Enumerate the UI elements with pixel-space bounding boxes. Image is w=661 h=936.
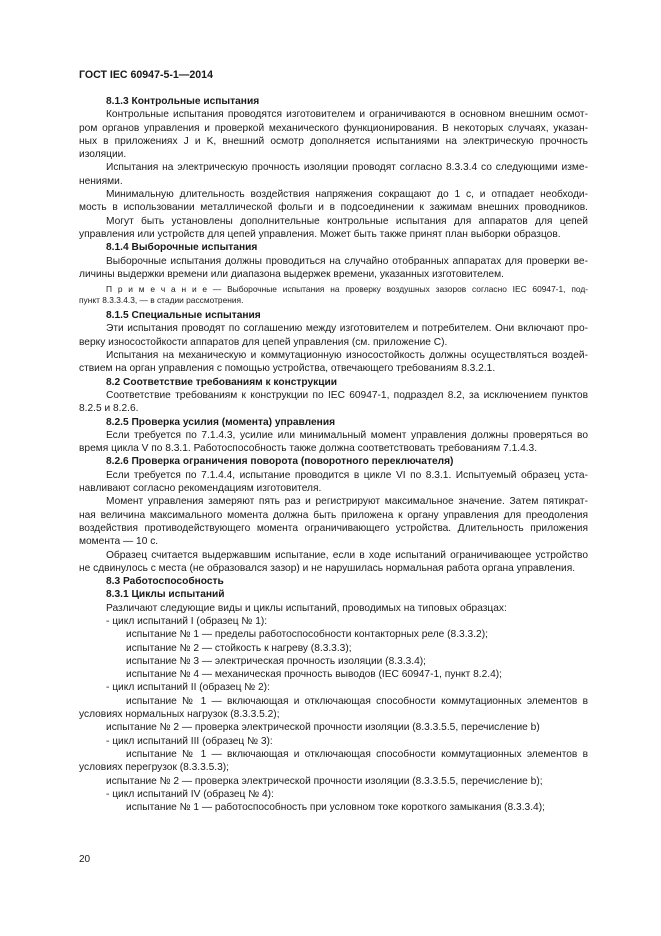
section-heading: 8.1.3 Контрольные испытания <box>106 96 260 107</box>
section-heading: 8.2.5 Проверка усилия (момента) управления <box>106 416 336 428</box>
text-line: изоляции. <box>79 149 127 161</box>
text-line: управления или устройств для цепей управления. Может быть также принят план выборки образцов. <box>79 228 561 240</box>
text-line: Испытания на электрическую прочность изоляции проводят согласно 8.3.3.4 со следующими изме- <box>106 162 588 174</box>
text-line: Если требуется по 7.1.4.3, усилие или минимальный момент управления должны проверяться во <box>106 429 588 441</box>
text-line: испытание № 2 — проверка электрической прочности изоляции (8.3.3.5.5, перечисление b) <box>106 722 540 734</box>
document-body <box>79 95 588 814</box>
section-heading: 8.2 Соответствие требованиям к конструкции <box>106 376 338 388</box>
text-line: мость в использовании металлической фольги и в подсоединении к зажимам внешних проводников. <box>79 202 588 214</box>
text-line: испытание № 1 — пределы работоспособности контакторных реле (8.3.3.2); <box>126 629 488 641</box>
text-line: Различают следующие виды и циклы испытаний, проводимых на типовых образцах: <box>106 602 507 614</box>
section-heading: 8.1.5 Специальные испытания <box>106 310 261 322</box>
text-line: условиях перегрузок (8.3.3.5.3); <box>79 762 229 774</box>
text-line: ная величина максимального момента должна быть приложена к органу управления для преодоления <box>79 509 588 521</box>
text-line: условиях нормальных нагрузок (8.3.3.5.2); <box>79 709 280 721</box>
text-line: испытание № 2 — стойкость к нагреву (8.3.3.3); <box>126 642 352 654</box>
text-line: нениями. <box>79 175 123 187</box>
text-line: Могут быть установлены дополнительные контрольные испытания для аппаратов для цепей <box>106 215 588 227</box>
text-line: испытание № 1 — работоспособность при условном токе короткого замыкания (8.3.3.4); <box>126 802 545 814</box>
text-line: испытание № 4 — механическая прочность выводов (IEC 60947-1, пункт 8.2.4); <box>126 669 502 681</box>
text-line: ных в приложениях J и K, внешний осмотр дополняется испытаниями на электрическую прочность <box>79 135 588 147</box>
text-line: - цикл испытаний II (образец № 2): <box>106 682 270 694</box>
text-line: не сдвинулось с места (не образовался зазор) и не нарушилась нормальная работа органа управления. <box>79 562 576 574</box>
page-number: 20 <box>79 854 91 865</box>
text-line: Контрольные испытания проводятся изготовителем и ограничиваются в основном внешним осмот- <box>106 109 588 121</box>
text-line: - цикл испытаний III (образец № 3): <box>106 735 273 747</box>
text-line: ром органов управления и проверкой механического функционирования. В некоторых случаях, указан- <box>79 122 588 134</box>
text-line: Соответствие требованиям к конструкции по IEC 60947-1, подраздел 8.2, за исключением пунктов <box>106 389 588 401</box>
text-line: Минимальную длительность воздействия напряжения сокращают до 1 с, и отпадает необходи- <box>106 189 588 201</box>
text-line: навливают согласно рекомендациям изготовителя. <box>79 483 322 495</box>
text-line: - цикл испытаний I (образец № 1): <box>106 615 268 627</box>
text-line: личины выдержки времени или диапазона выдержек времени, указанных изготовителем. <box>79 268 504 280</box>
text-line: время цикла V по 8.3.1. Работоспособность также должна соответствовать требованиям 7.1.4.3. <box>79 443 538 455</box>
note-line: П р и м е ч а н и е — Выборочные испытания на проверку воздушных зазоров согласно IEC 60947-1, под- <box>106 284 588 295</box>
section-heading: 8.3.1 Циклы испытаний <box>106 589 225 601</box>
text-line: испытание № 2 — проверка электрической прочности изоляции (8.3.3.5.5, перечисление b); <box>106 775 543 787</box>
text-line: воздействия противодействующего момента ограничивающего устройства. Длительность приложения <box>79 522 588 534</box>
text-line: - цикл испытаний IV (образец № 4): <box>106 788 274 800</box>
text-line: Момент управления замеряют пять раз и регистрируют максимальное значение. Затем пятикрат- <box>106 496 588 508</box>
text-line: верку износостойкости аппаратов для цепей управления (см. приложение С). <box>79 336 448 348</box>
text-line: Если требуется по 7.1.4.4, испытание проводится в цикле VI по 8.3.1. Испытуемый образец уста- <box>106 469 588 481</box>
section-heading: 8.1.4 Выборочные испытания <box>106 242 258 254</box>
text-line: ствием на орган управления с помощью устройства, отвечающего требованиям 8.3.2.1. <box>79 363 496 375</box>
text-line: испытание № 1 — включающая и отключающая способности коммутационных элементов в <box>126 695 588 707</box>
text-line: Испытания на механическую и коммутационную износостойкость должны осуществляться воздей- <box>106 350 588 362</box>
text-line: Выборочные испытания должны проводиться на случайно отобранных аппаратах для проверки ве- <box>106 255 588 267</box>
section-heading: 8.2.6 Проверка ограничения поворота (поворотного переключателя) <box>106 456 454 468</box>
text-line: Эти испытания проводят по соглашению между изготовителем и потребителем. Они включают про- <box>106 323 588 335</box>
document-header: ГОСТ IEC 60947-5-1—2014 <box>79 69 213 81</box>
text-line: 8.2.5 и 8.2.6. <box>79 403 139 415</box>
text-line: испытание № 3 — электрическая прочность изоляции (8.3.3.4); <box>126 655 426 667</box>
text-line: момента — 10 с. <box>79 536 159 548</box>
note-line: пункт 8.3.3.4.3, — в стадии рассмотрения. <box>79 295 244 306</box>
section-heading: 8.3 Работоспособность <box>106 576 224 588</box>
text-line: Образец считается выдержавшим испытание, если в ходе испытаний ограничивающее устройство <box>106 549 588 561</box>
text-line: испытание № 1 — включающая и отключающая способности коммутационных элементов в <box>126 748 588 760</box>
